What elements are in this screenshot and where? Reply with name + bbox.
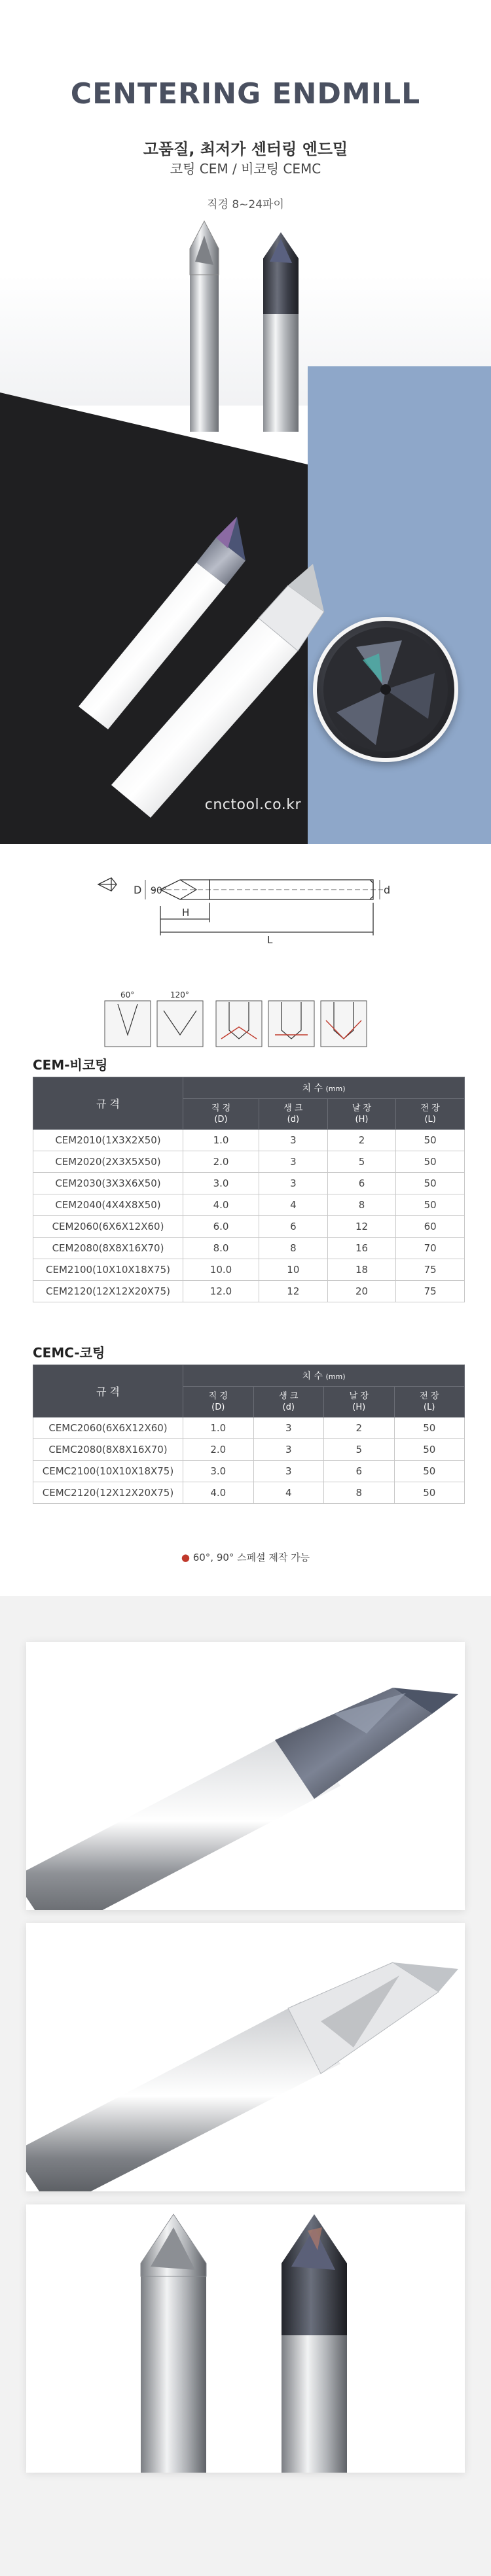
model-cell: CEM2040(4X4X8X50) bbox=[33, 1194, 183, 1216]
diameter-cell: 8.0 bbox=[183, 1238, 259, 1259]
page-title: CENTERING ENDMILL bbox=[70, 77, 421, 111]
shank-cell: 3 bbox=[253, 1418, 324, 1439]
diameter-cell: 2.0 bbox=[183, 1439, 254, 1461]
cem-header-spec: 규 격 bbox=[33, 1077, 183, 1130]
flute-length-cell: 20 bbox=[327, 1281, 396, 1302]
cemc-spec-table bbox=[33, 1365, 465, 1504]
angle-detail-120 bbox=[157, 990, 203, 1047]
hero-coating-line: 코팅 CEM / 비코팅 CEMC bbox=[170, 161, 321, 177]
flute-length-cell: 2 bbox=[327, 1130, 396, 1151]
cem-header-dim-unit: (mm) bbox=[325, 1085, 346, 1093]
bullet-dot-icon: ● bbox=[181, 1552, 190, 1563]
application-detail-1 bbox=[216, 1001, 262, 1047]
col-name: 날 장 bbox=[352, 1104, 372, 1113]
angle-detail-60 bbox=[105, 990, 151, 1047]
overall-length-cell: 60 bbox=[396, 1216, 465, 1238]
col-name: 전 장 bbox=[420, 1391, 439, 1401]
spec-section bbox=[0, 844, 491, 1596]
cem-col-shank bbox=[259, 1099, 328, 1130]
flute-length-cell: 18 bbox=[327, 1259, 396, 1281]
model-cell: CEMC2120(12X12X20X75) bbox=[33, 1482, 183, 1504]
product-photo-coated-tip bbox=[26, 1642, 465, 1910]
silver-endmill-upright bbox=[190, 221, 219, 432]
diameter-cell: 4.0 bbox=[183, 1482, 254, 1504]
flute-length-cell: 5 bbox=[324, 1439, 395, 1461]
special-order-note bbox=[0, 1550, 491, 1564]
shank-cell: 10 bbox=[259, 1259, 328, 1281]
col-unit: (L) bbox=[424, 1402, 435, 1412]
cemc-col-overall-length bbox=[394, 1387, 465, 1418]
diameter-cell: 12.0 bbox=[183, 1281, 259, 1302]
cemc-col-flute-length bbox=[324, 1387, 395, 1418]
angle-60-label: 60° bbox=[120, 990, 135, 1000]
model-cell: CEMC2060(6X6X12X60) bbox=[33, 1418, 183, 1439]
diameter-cell: 2.0 bbox=[183, 1151, 259, 1173]
application-detail-2 bbox=[268, 1001, 314, 1047]
col-unit: (d) bbox=[282, 1402, 295, 1412]
col-name: 생 크 bbox=[279, 1391, 299, 1401]
cem-header-dim bbox=[183, 1077, 465, 1099]
shank-cell: 3 bbox=[259, 1151, 328, 1173]
col-name: 생 크 bbox=[283, 1104, 303, 1113]
special-order-note-text: 60°, 90° 스페셜 제작 가능 bbox=[192, 1552, 310, 1563]
model-cell: CEM2010(1X3X2X50) bbox=[33, 1130, 183, 1151]
flute-length-cell: 6 bbox=[324, 1461, 395, 1482]
product-photo-pair-upright bbox=[26, 2204, 465, 2473]
col-unit: (L) bbox=[424, 1115, 436, 1124]
table-row bbox=[33, 1238, 465, 1259]
table-row bbox=[33, 1418, 465, 1439]
dim-H-label: H bbox=[182, 907, 190, 918]
diameter-cell: 1.0 bbox=[183, 1418, 254, 1439]
overall-length-cell: 50 bbox=[394, 1461, 465, 1482]
col-name: 전 장 bbox=[420, 1104, 440, 1113]
diameter-cell: 6.0 bbox=[183, 1216, 259, 1238]
cemc-col-diameter bbox=[183, 1387, 254, 1418]
dim-D-label: D bbox=[134, 884, 142, 896]
table-row bbox=[33, 1151, 465, 1173]
overall-length-cell: 50 bbox=[394, 1482, 465, 1504]
table-row bbox=[33, 1439, 465, 1461]
hero-subtitle: 고품질, 최저가 센터링 엔드밀 bbox=[143, 140, 348, 158]
table-row bbox=[33, 1173, 465, 1194]
shank-cell: 3 bbox=[259, 1173, 328, 1194]
flute-length-cell: 16 bbox=[327, 1238, 396, 1259]
flute-length-cell: 5 bbox=[327, 1151, 396, 1173]
dim-L-label: L bbox=[267, 934, 273, 946]
overall-length-cell: 50 bbox=[396, 1173, 465, 1194]
shank-cell: 8 bbox=[259, 1238, 328, 1259]
flute-length-cell: 2 bbox=[324, 1418, 395, 1439]
flute-length-cell: 6 bbox=[327, 1173, 396, 1194]
model-cell: CEM2020(2X3X5X50) bbox=[33, 1151, 183, 1173]
product-photo-silver-tip bbox=[26, 1923, 465, 2191]
angle-120-label: 120° bbox=[170, 990, 189, 1000]
cem-col-diameter bbox=[183, 1099, 259, 1130]
model-cell: CEMC2080(8X8X16X70) bbox=[33, 1439, 183, 1461]
cemc-col-shank bbox=[253, 1387, 324, 1418]
cem-col-flute-length bbox=[327, 1099, 396, 1130]
cem-col-overall-length bbox=[396, 1099, 465, 1130]
model-cell: CEM2060(6X6X12X60) bbox=[33, 1216, 183, 1238]
diameter-cell: 3.0 bbox=[183, 1173, 259, 1194]
overall-length-cell: 50 bbox=[396, 1194, 465, 1216]
col-unit: (D) bbox=[211, 1402, 225, 1412]
hero-banner bbox=[0, 0, 491, 844]
col-name: 직 경 bbox=[211, 1104, 231, 1113]
shank-cell: 12 bbox=[259, 1281, 328, 1302]
cemc-header-dim-label: 치 수 bbox=[302, 1371, 323, 1382]
angle-90-label: 90° bbox=[151, 886, 167, 896]
table-row bbox=[33, 1461, 465, 1482]
table-row bbox=[33, 1216, 465, 1238]
shank-cell: 3 bbox=[253, 1461, 324, 1482]
col-unit: (D) bbox=[214, 1115, 228, 1124]
diameter-cell: 1.0 bbox=[183, 1130, 259, 1151]
col-unit: (H) bbox=[355, 1115, 369, 1124]
hero-diameter-range: 직경 8~24파이 bbox=[207, 198, 284, 211]
model-cell: CEMC2100(10X10X18X75) bbox=[33, 1461, 183, 1482]
col-name: 직 경 bbox=[208, 1391, 228, 1401]
flute-length-cell: 8 bbox=[327, 1194, 396, 1216]
overall-length-cell: 50 bbox=[394, 1418, 465, 1439]
website-url: cnctool.co.kr bbox=[204, 797, 301, 813]
shank-cell: 6 bbox=[259, 1216, 328, 1238]
cemc-header-dim bbox=[183, 1365, 465, 1387]
table-row bbox=[33, 1281, 465, 1302]
silver-endmill-diagonal bbox=[111, 564, 324, 818]
diameter-cell: 10.0 bbox=[183, 1259, 259, 1281]
flute-length-cell: 12 bbox=[327, 1216, 396, 1238]
overall-length-cell: 75 bbox=[396, 1259, 465, 1281]
cemc-table-body bbox=[33, 1418, 465, 1504]
overall-length-cell: 50 bbox=[396, 1130, 465, 1151]
shank-cell: 4 bbox=[253, 1482, 324, 1504]
shank-cell: 3 bbox=[253, 1439, 324, 1461]
cemc-table-title: CEMC-코팅 bbox=[33, 1345, 105, 1361]
col-unit: (d) bbox=[287, 1115, 300, 1124]
col-unit: (H) bbox=[352, 1402, 366, 1412]
table-row bbox=[33, 1194, 465, 1216]
coated-endmill-upright bbox=[263, 232, 299, 432]
overall-length-cell: 70 bbox=[396, 1238, 465, 1259]
endmill-tip-closeup-image bbox=[313, 617, 458, 762]
cemc-header-dim-unit: (mm) bbox=[325, 1372, 346, 1381]
cem-table-title: CEM-비코팅 bbox=[33, 1057, 108, 1073]
dimension-diagram bbox=[92, 863, 399, 1079]
model-cell: CEM2030(3X3X6X50) bbox=[33, 1173, 183, 1194]
flute-length-cell: 8 bbox=[324, 1482, 395, 1504]
diameter-cell: 3.0 bbox=[183, 1461, 254, 1482]
model-cell: CEM2080(8X8X16X70) bbox=[33, 1238, 183, 1259]
cem-table-body bbox=[33, 1130, 465, 1302]
cem-spec-table bbox=[33, 1077, 465, 1302]
overall-length-cell: 75 bbox=[396, 1281, 465, 1302]
model-cell: CEM2100(10X10X18X75) bbox=[33, 1259, 183, 1281]
shank-cell: 3 bbox=[259, 1130, 328, 1151]
application-detail-3 bbox=[321, 1001, 367, 1047]
overall-length-cell: 50 bbox=[394, 1439, 465, 1461]
shank-cell: 4 bbox=[259, 1194, 328, 1216]
diameter-cell: 4.0 bbox=[183, 1194, 259, 1216]
table-row bbox=[33, 1259, 465, 1281]
table-row bbox=[33, 1130, 465, 1151]
model-cell: CEM2120(12X12X20X75) bbox=[33, 1281, 183, 1302]
cem-header-dim-label: 치 수 bbox=[302, 1083, 323, 1094]
table-row bbox=[33, 1482, 465, 1504]
cemc-header-spec: 규 격 bbox=[33, 1365, 183, 1418]
dim-d-label: d bbox=[384, 884, 391, 896]
col-name: 날 장 bbox=[349, 1391, 369, 1401]
overall-length-cell: 50 bbox=[396, 1151, 465, 1173]
